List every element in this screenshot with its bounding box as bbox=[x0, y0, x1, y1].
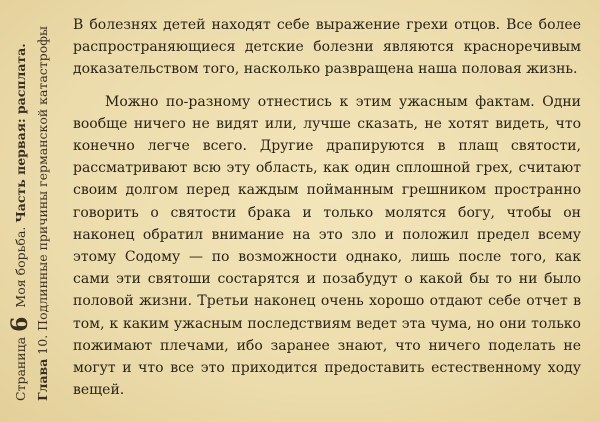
chapter-number: 10. bbox=[34, 334, 50, 355]
chapter-label: Глава bbox=[34, 358, 50, 401]
chapter-title: Подлинные причины германской катастрофы bbox=[34, 26, 50, 331]
page-label: Страница bbox=[12, 336, 28, 401]
paragraph-1: В болезнях детей находят себе выражение грехи отцов. Все более распространяющиеся детские болезни являются красноречивым доказательством того, насколько развращена наша половая жизнь. bbox=[73, 17, 581, 78]
part-title: Часть первая: расплата. bbox=[12, 43, 28, 223]
margin-header-rotated bbox=[3, 21, 59, 401]
page-margin-header bbox=[0, 0, 62, 422]
paragraph-2: Можно по-разному отнестись к этим ужасным фактам. Одни вообще ничего не видят или, лучше сказать, не хотят видеть, что конечно легче всего. Другие драпируются в плащ святости, рассматривают всю эту область, как один сплошной грех, считают своим долгом перед каждым пойманным грешником пространно говорить о святости брака и только молятся богу, чтобы он наконец обратил внимание на это зло и положил предел всему этому Содому — по возможности однако, лишь после того, как сами эти святоши состарятся и позабудут о какой бы то ни было половой жизни. Третьи наконец очень хорошо отдают себе отчет в том, к каким ужасным последствиям ведет эта чума, но они только пожимают плечами, ибо заранее знают, что ничего поделать не могут и что все это приходится предоставить естественному ходу вещей. bbox=[73, 93, 581, 399]
body-text bbox=[73, 14, 581, 401]
book-title: Моя борьба. bbox=[12, 226, 28, 308]
margin-line-bottom bbox=[33, 21, 53, 401]
margin-line-top bbox=[6, 21, 33, 401]
page-number: 6 bbox=[6, 316, 33, 332]
